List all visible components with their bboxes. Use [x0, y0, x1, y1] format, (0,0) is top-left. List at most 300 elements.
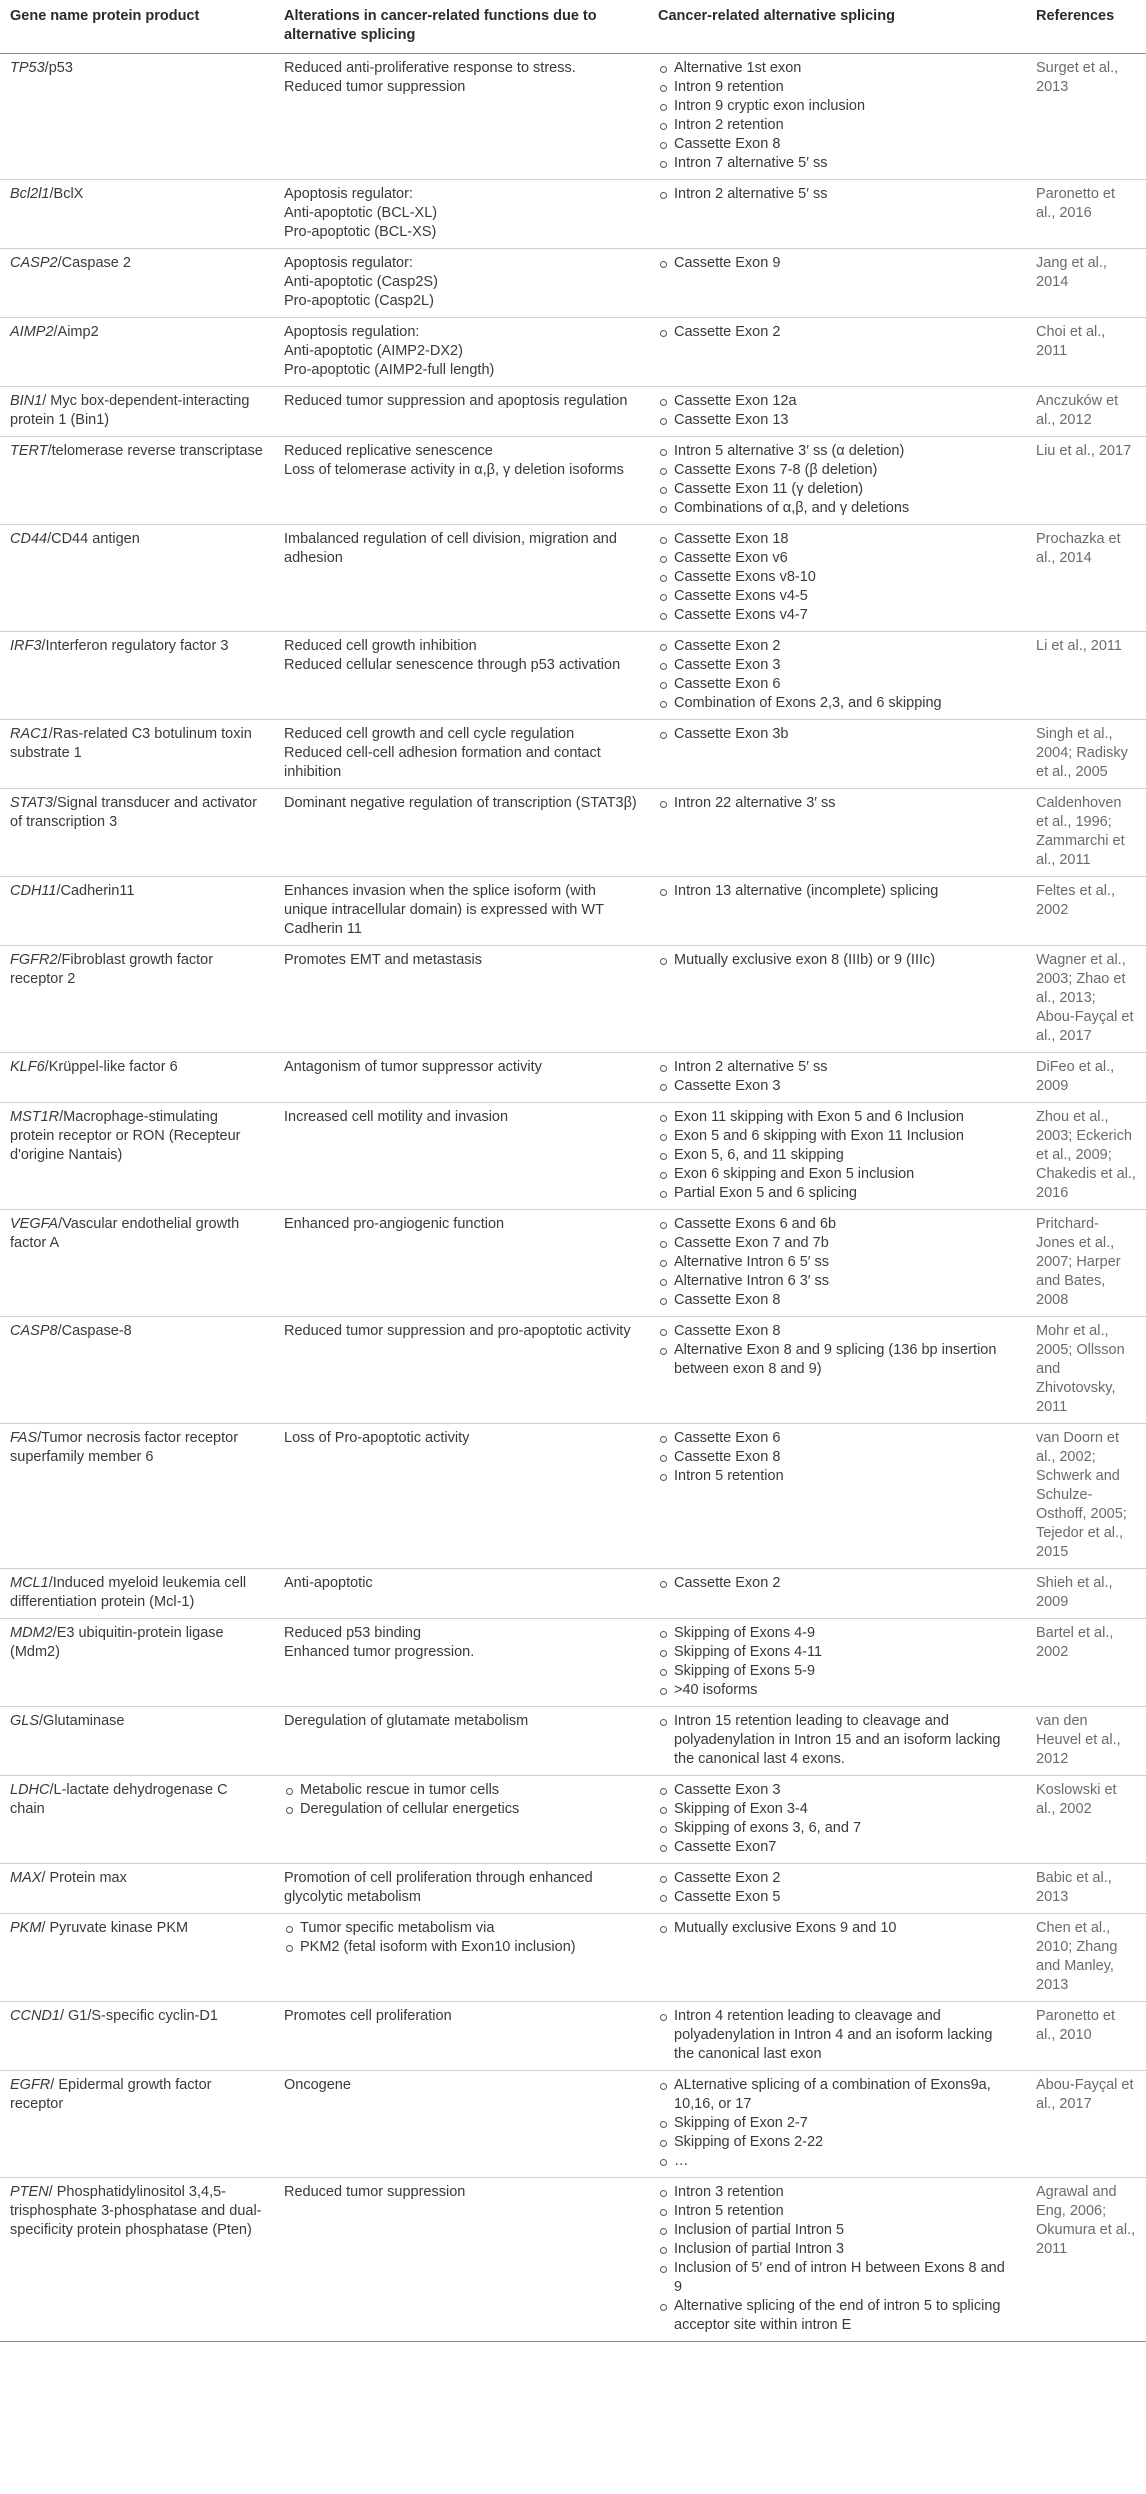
alteration-line: Apoptosis regulation: [284, 324, 420, 340]
splicing-item: Skipping of Exons 5-9 [658, 1662, 1016, 1681]
protein-product: /Signal transducer and activator of transcription 3 [10, 795, 257, 830]
protein-product: /Aimp2 [53, 324, 99, 340]
splicing-item: Intron 15 retention leading to cleavage and polyadenylation in Intron 15 and an isoform lacking the canonical last 4 exons. [658, 1712, 1016, 1769]
splicing-cell [648, 1317, 1026, 1424]
alteration-line: Promotes cell proliferation [284, 2008, 452, 2024]
splicing-list [658, 530, 1016, 625]
alteration-line: Promotion of cell proliferation through enhanced glycolytic metabolism [284, 1870, 593, 1905]
splicing-item: Cassette Exon 6 [658, 675, 1016, 694]
alteration-line: Reduced cell-cell adhesion formation and contact inhibition [284, 745, 601, 780]
splicing-list [658, 2183, 1016, 2335]
splicing-item: Cassette Exon 6 [658, 1429, 1016, 1448]
splicing-item: Exon 11 skipping with Exon 5 and 6 Inclusion [658, 1108, 1016, 1127]
references-cell: Shieh et al., 2009 [1026, 1569, 1146, 1619]
gene-name: CCND1 [10, 2008, 60, 2024]
splicing-list [658, 2007, 1016, 2064]
gene-cell [0, 1210, 274, 1317]
gene-name: MST1R [10, 1109, 60, 1125]
gene-cell [0, 318, 274, 387]
protein-product: /L-lactate dehydrogenase C chain [10, 1782, 228, 1817]
protein-product: / G1/S-specific cyclin-D1 [59, 2008, 218, 2024]
splicing-item: Cassette Exon 11 (γ deletion) [658, 480, 1016, 499]
protein-product: /Interferon regulatory factor 3 [41, 638, 229, 654]
references-cell: DiFeo et al., 2009 [1026, 1053, 1146, 1103]
splicing-item: Intron 4 retention leading to cleavage and polyadenylation in Intron 4 and an isoform lacking the canonical last exon [658, 2007, 1016, 2064]
alteration-line: Anti-apoptotic [284, 1575, 373, 1591]
splicing-item: Partial Exon 5 and 6 splicing [658, 1184, 1016, 1203]
splicing-item: >40 isoforms [658, 1681, 1016, 1700]
protein-product: / Epidermal growth factor receptor [10, 2077, 212, 2112]
alterations-cell [274, 1424, 648, 1569]
table-header [0, 0, 1146, 54]
splicing-item: Inclusion of partial Intron 3 [658, 2240, 1016, 2259]
splicing-item: Cassette Exon 3 [658, 1077, 1016, 1096]
gene-cell [0, 2071, 274, 2178]
splicing-cell [648, 180, 1026, 249]
splicing-item: Cassette Exon 8 [658, 135, 1016, 154]
splicing-item: Skipping of exons 3, 6, and 7 [658, 1819, 1016, 1838]
alteration-line: Reduced cellular senescence through p53 activation [284, 657, 621, 673]
alteration-line: Reduced tumor suppression [284, 79, 466, 95]
alteration-item: Deregulation of cellular energetics [284, 1800, 638, 1819]
splicing-item: Cassette Exons 6 and 6b [658, 1215, 1016, 1234]
protein-product: /Tumor necrosis factor receptor superfamily member 6 [10, 1430, 239, 1465]
alteration-line: Apoptosis regulator: [284, 255, 413, 271]
protein-product: /Caspase 2 [57, 255, 131, 271]
table-row [0, 632, 1146, 720]
alteration-line: Reduced p53 binding [284, 1625, 422, 1641]
references-cell: Abou-Fayçal et al., 2017 [1026, 2071, 1146, 2178]
alterations-cell [274, 1707, 648, 1776]
splicing-list [658, 254, 1016, 273]
splicing-item: Cassette Exons 7-8 (β deletion) [658, 461, 1016, 480]
splicing-list [658, 442, 1016, 518]
alterations-cell [274, 789, 648, 877]
splicing-cell [648, 789, 1026, 877]
splicing-item: Intron 9 retention [658, 78, 1016, 97]
splicing-item: Skipping of Exons 4-9 [658, 1624, 1016, 1643]
alteration-line: Enhanced pro-angiogenic function [284, 1216, 505, 1232]
protein-product: / Protein max [41, 1870, 127, 1886]
protein-product: /Ras-related C3 botulinum toxin substrate 1 [10, 726, 252, 761]
splicing-item: Skipping of Exon 2-7 [658, 2114, 1016, 2133]
table-body [0, 54, 1146, 2342]
protein-product: /telomerase reverse transcriptase [47, 443, 263, 459]
splicing-item: Inclusion of 5′ end of intron H between Exons 8 and 9 [658, 2259, 1016, 2297]
header-gene: Gene name protein product [0, 0, 274, 54]
alteration-line: Deregulation of glutamate metabolism [284, 1713, 529, 1729]
protein-product: / Phosphatidylinositol 3,4,5-trisphosphate 3-phosphatase and dual-specificity protein phosphatase (Pten) [10, 2184, 262, 2238]
splicing-item: Exon 5, 6, and 11 skipping [658, 1146, 1016, 1165]
references-cell: Choi et al., 2011 [1026, 318, 1146, 387]
gene-name: EGFR [10, 2077, 51, 2093]
alteration-line: Reduced cell growth inhibition [284, 638, 477, 654]
alteration-line: Anti-apoptotic (Casp2S) [284, 274, 438, 290]
gene-cell [0, 1317, 274, 1424]
table-row [0, 1707, 1146, 1776]
splicing-item: Cassette Exon 2 [658, 323, 1016, 342]
splicing-item: Cassette Exons v4-5 [658, 587, 1016, 606]
gene-cell [0, 437, 274, 525]
gene-name: VEGFA [10, 1216, 59, 1232]
references-cell: Zhou et al., 2003; Eckerich et al., 2009; Chakedis et al., 2016 [1026, 1103, 1146, 1210]
splicing-list [658, 1781, 1016, 1857]
gene-name: KLF6 [10, 1059, 45, 1075]
splicing-item: Cassette Exon 2 [658, 1869, 1016, 1888]
protein-product: /E3 ubiquitin-protein ligase (Mdm2) [10, 1625, 224, 1660]
protein-product: /Induced myeloid leukemia cell differentiation protein (Mcl-1) [10, 1575, 247, 1610]
splicing-list [658, 1869, 1016, 1907]
gene-cell [0, 946, 274, 1053]
alteration-line: Imbalanced regulation of cell division, migration and adhesion [284, 531, 617, 566]
alterations-cell [274, 249, 648, 318]
splicing-item: Cassette Exon 13 [658, 411, 1016, 430]
table-row [0, 1569, 1146, 1619]
splicing-cell [648, 318, 1026, 387]
alteration-line: Reduced cell growth and cell cycle regulation [284, 726, 575, 742]
splicing-list [658, 185, 1016, 204]
splicing-cell [648, 1914, 1026, 2002]
gene-name: RAC1 [10, 726, 49, 742]
splicing-item: Intron 3 retention [658, 2183, 1016, 2202]
references-cell: van Doorn et al., 2002; Schwerk and Schulze-Osthoff, 2005; Tejedor et al., 2015 [1026, 1424, 1146, 1569]
table-row [0, 387, 1146, 437]
alteration-line: Reduced replicative senescence [284, 443, 493, 459]
splicing-item: Alternative Intron 6 5′ ss [658, 1253, 1016, 1272]
references-cell: Agrawal and Eng, 2006; Okumura et al., 2011 [1026, 2178, 1146, 2342]
splicing-item: Alternative Intron 6 3′ ss [658, 1272, 1016, 1291]
alteration-line: Reduced tumor suppression and apoptosis regulation [284, 393, 628, 409]
table-row [0, 720, 1146, 789]
gene-cell [0, 877, 274, 946]
alteration-line: Oncogene [284, 2077, 351, 2093]
splicing-item: Mutually exclusive exon 8 (IIIb) or 9 (IIIc) [658, 951, 1016, 970]
splicing-item: Skipping of Exons 4-11 [658, 1643, 1016, 1662]
references-cell: van den Heuvel et al., 2012 [1026, 1707, 1146, 1776]
gene-cell [0, 2178, 274, 2342]
alteration-line: Enhanced tumor progression. [284, 1644, 475, 1660]
table-row [0, 1210, 1146, 1317]
references-cell: Chen et al., 2010; Zhang and Manley, 2013 [1026, 1914, 1146, 2002]
gene-cell [0, 1053, 274, 1103]
splicing-item: Cassette Exon 2 [658, 1574, 1016, 1593]
alteration-line: Increased cell motility and invasion [284, 1109, 509, 1125]
alterations-cell [274, 1053, 648, 1103]
alteration-line: Pro-apoptotic (Casp2L) [284, 293, 434, 309]
alterations-cell [274, 877, 648, 946]
gene-name: FGFR2 [10, 952, 58, 968]
references-cell: Liu et al., 2017 [1026, 437, 1146, 525]
splicing-item: Cassette Exon 3 [658, 656, 1016, 675]
splicing-list [658, 794, 1016, 813]
splicing-item: Cassette Exon 2 [658, 637, 1016, 656]
header-references: References [1026, 0, 1146, 54]
splicing-item: Intron 9 cryptic exon inclusion [658, 97, 1016, 116]
alteration-line: Antagonism of tumor suppressor activity [284, 1059, 542, 1075]
splicing-item: Cassette Exon 5 [658, 1888, 1016, 1907]
references-cell: Singh et al., 2004; Radisky et al., 2005 [1026, 720, 1146, 789]
gene-name: AIMP2 [10, 324, 54, 340]
splicing-item: Exon 6 skipping and Exon 5 inclusion [658, 1165, 1016, 1184]
gene-name: TERT [10, 443, 48, 459]
splicing-list [658, 882, 1016, 901]
gene-cell [0, 1619, 274, 1707]
references-cell: Li et al., 2011 [1026, 632, 1146, 720]
splicing-cell [648, 632, 1026, 720]
gene-cell [0, 789, 274, 877]
references-cell: Caldenhoven et al., 1996; Zammarchi et al., 2011 [1026, 789, 1146, 877]
alterations-cell [274, 318, 648, 387]
splicing-list [658, 1215, 1016, 1310]
table-row [0, 1619, 1146, 1707]
splicing-item: Exon 5 and 6 skipping with Exon 11 Inclusion [658, 1127, 1016, 1146]
header-row [0, 0, 1146, 54]
splicing-cell [648, 525, 1026, 632]
splicing-item: Cassette Exon 3b [658, 725, 1016, 744]
gene-name: CD44 [10, 531, 48, 547]
protein-product: /Cadherin11 [56, 883, 135, 899]
protein-product: /BclX [49, 186, 84, 202]
table-row [0, 54, 1146, 180]
splicing-item: Inclusion of partial Intron 5 [658, 2221, 1016, 2240]
table-row [0, 525, 1146, 632]
references-cell: Babic et al., 2013 [1026, 1864, 1146, 1914]
header-alterations: Alterations in cancer-related functions due to alternative splicing [274, 0, 648, 54]
splicing-item: Alternative Exon 8 and 9 splicing (136 bp insertion between exon 8 and 9) [658, 1341, 1016, 1379]
splicing-list [658, 323, 1016, 342]
alterations-cell [274, 946, 648, 1053]
splicing-cell [648, 1103, 1026, 1210]
splicing-list [658, 725, 1016, 744]
table-row [0, 2002, 1146, 2071]
alteration-line: Apoptosis regulator: [284, 186, 413, 202]
alterations-cell [274, 1317, 648, 1424]
alterations-cell [274, 2071, 648, 2178]
alteration-line: Pro-apoptotic (BCL-XS) [284, 224, 437, 240]
gene-cell [0, 387, 274, 437]
splicing-item: Intron 13 alternative (incomplete) splicing [658, 882, 1016, 901]
splicing-item: Skipping of Exons 2-22 [658, 2133, 1016, 2152]
alterations-cell [274, 1210, 648, 1317]
references-cell: Feltes et al., 2002 [1026, 877, 1146, 946]
table-row [0, 789, 1146, 877]
splicing-item: Cassette Exons v4-7 [658, 606, 1016, 625]
alteration-line: Reduced tumor suppression [284, 2184, 466, 2200]
splicing-item: Cassette Exon 7 and 7b [658, 1234, 1016, 1253]
splicing-cell [648, 1053, 1026, 1103]
alterations-cell [274, 180, 648, 249]
alterations-cell [274, 54, 648, 180]
splicing-item: Cassette Exon 8 [658, 1322, 1016, 1341]
splicing-list [658, 1574, 1016, 1593]
gene-cell [0, 632, 274, 720]
splicing-list [658, 637, 1016, 713]
protein-product: /CD44 antigen [47, 531, 140, 547]
gene-cell [0, 720, 274, 789]
splicing-item: Cassette Exon 8 [658, 1448, 1016, 1467]
gene-name: FAS [10, 1430, 38, 1446]
gene-cell [0, 525, 274, 632]
protein-product: /Krüppel-like factor 6 [44, 1059, 178, 1075]
splicing-item: Intron 5 retention [658, 2202, 1016, 2221]
table-row [0, 1424, 1146, 1569]
alteration-line: Loss of telomerase activity in α,β, γ deletion isoforms [284, 462, 624, 478]
alteration-line: Anti-apoptotic (AIMP2-DX2) [284, 343, 463, 359]
splicing-item: Intron 5 retention [658, 1467, 1016, 1486]
gene-name: GLS [10, 1713, 40, 1729]
splicing-cell [648, 1424, 1026, 1569]
splicing-item: Cassette Exons v8-10 [658, 568, 1016, 587]
gene-name: Bcl2l1 [10, 186, 50, 202]
gene-cell [0, 1776, 274, 1864]
alterations-cell [274, 1864, 648, 1914]
splicing-item: Intron 5 alternative 3′ ss (α deletion) [658, 442, 1016, 461]
alteration-line: Pro-apoptotic (AIMP2-full length) [284, 362, 495, 378]
splicing-cell [648, 946, 1026, 1053]
gene-cell [0, 1424, 274, 1569]
gene-name: PKM [10, 1920, 42, 1936]
gene-cell [0, 2002, 274, 2071]
table-row [0, 437, 1146, 525]
alterations-cell [274, 1569, 648, 1619]
splicing-item: Skipping of Exon 3-4 [658, 1800, 1016, 1819]
splicing-cell [648, 54, 1026, 180]
table-row [0, 1317, 1146, 1424]
protein-product: /Fibroblast growth factor receptor 2 [10, 952, 214, 987]
alteration-line: Dominant negative regulation of transcription (STAT3β) [284, 795, 637, 811]
alteration-line: Loss of Pro-apoptotic activity [284, 1430, 470, 1446]
header-splicing: Cancer-related alternative splicing [648, 0, 1026, 54]
gene-name: BIN1 [10, 393, 43, 409]
splicing-list [658, 1322, 1016, 1379]
splicing-item: Cassette Exon 3 [658, 1781, 1016, 1800]
splicing-item: Intron 2 alternative 5′ ss [658, 185, 1016, 204]
gene-name: MDM2 [10, 1625, 53, 1641]
table-row [0, 946, 1146, 1053]
table-row [0, 318, 1146, 387]
gene-name: CASP2 [10, 255, 58, 271]
alterations-cell [274, 632, 648, 720]
references-cell: Prochazka et al., 2014 [1026, 525, 1146, 632]
splicing-item: Alternative splicing of the end of intron 5 to splicing acceptor site within intron E [658, 2297, 1016, 2335]
splicing-cell [648, 1707, 1026, 1776]
gene-name: MAX [10, 1870, 42, 1886]
gene-cell [0, 1914, 274, 2002]
alterations-list [284, 1919, 638, 1957]
alterations-cell [274, 1619, 648, 1707]
protein-product: /Caspase-8 [57, 1323, 132, 1339]
protein-product: /Vascular endothelial growth factor A [10, 1216, 240, 1251]
gene-cell [0, 1707, 274, 1776]
protein-product: /p53 [44, 60, 73, 76]
splicing-cell [648, 1210, 1026, 1317]
alterations-cell [274, 525, 648, 632]
splicing-cell [648, 2002, 1026, 2071]
splicing-item: Intron 2 retention [658, 116, 1016, 135]
gene-cell [0, 1569, 274, 1619]
gene-cell [0, 180, 274, 249]
table-row [0, 1103, 1146, 1210]
splicing-item: Alternative 1st exon [658, 59, 1016, 78]
gene-cell [0, 1103, 274, 1210]
splicing-list [658, 59, 1016, 173]
alterations-cell [274, 387, 648, 437]
splicing-item: Intron 22 alternative 3′ ss [658, 794, 1016, 813]
references-cell: Jang et al., 2014 [1026, 249, 1146, 318]
table-row [0, 249, 1146, 318]
splicing-list [658, 392, 1016, 430]
splicing-item: ALternative splicing of a combination of Exons9a, 10,16, or 17 [658, 2076, 1016, 2114]
alteration-line: Reduced tumor suppression and pro-apoptotic activity [284, 1323, 631, 1339]
table-row [0, 2178, 1146, 2342]
splicing-item: Intron 7 alternative 5′ ss [658, 154, 1016, 173]
splicing-item: Combinations of α,β, and γ deletions [658, 499, 1016, 518]
references-cell: Anczuków et al., 2012 [1026, 387, 1146, 437]
table-row [0, 1053, 1146, 1103]
alteration-line: Enhances invasion when the splice isoform (with unique intracellular domain) is expressed with WT Cadherin 11 [284, 883, 604, 937]
gene-cell [0, 1864, 274, 1914]
splicing-list [658, 1108, 1016, 1203]
splicing-item: … [658, 2152, 1016, 2171]
splicing-item: Cassette Exon7 [658, 1838, 1016, 1857]
gene-name: LDHC [10, 1782, 50, 1798]
splicing-cell [648, 720, 1026, 789]
gene-name: MCL1 [10, 1575, 49, 1591]
splicing-item: Mutually exclusive Exons 9 and 10 [658, 1919, 1016, 1938]
splicing-cell [648, 1569, 1026, 1619]
references-cell: Paronetto et al., 2016 [1026, 180, 1146, 249]
alterations-cell [274, 2002, 648, 2071]
table-row [0, 1776, 1146, 1864]
splicing-list [658, 1624, 1016, 1700]
alteration-line: Promotes EMT and metastasis [284, 952, 482, 968]
alterations-cell [274, 720, 648, 789]
table-row [0, 2071, 1146, 2178]
alteration-line: Anti-apoptotic (BCL-XL) [284, 205, 438, 221]
splicing-item: Intron 2 alternative 5′ ss [658, 1058, 1016, 1077]
references-cell: Mohr et al., 2005; Ollsson and Zhivotovsky, 2011 [1026, 1317, 1146, 1424]
splicing-list [658, 951, 1016, 970]
gene-name: TP53 [10, 60, 45, 76]
alterations-list [284, 1781, 638, 1819]
protein-product: / Myc box-dependent-interacting protein 1 (Bin1) [10, 393, 250, 428]
splicing-list [658, 1919, 1016, 1938]
references-cell: Wagner et al., 2003; Zhao et al., 2013; Abou-Fayçal et al., 2017 [1026, 946, 1146, 1053]
protein-product: /Macrophage-stimulating protein receptor or RON (Recepteur d'origine Nantais) [10, 1109, 241, 1163]
references-cell: Surget et al., 2013 [1026, 54, 1146, 180]
alteration-line: Reduced anti-proliferative response to stress. [284, 60, 576, 76]
alteration-item: Metabolic rescue in tumor cells [284, 1781, 638, 1800]
splicing-cell [648, 2178, 1026, 2342]
alteration-item: PKM2 (fetal isoform with Exon10 inclusion) [284, 1938, 638, 1957]
protein-product: /Glutaminase [39, 1713, 125, 1729]
table-row [0, 180, 1146, 249]
splicing-list [658, 1058, 1016, 1096]
gene-name: STAT3 [10, 795, 53, 811]
splicing-cell [648, 387, 1026, 437]
alterations-cell [274, 437, 648, 525]
splicing-list [658, 2076, 1016, 2171]
gene-cell [0, 54, 274, 180]
splicing-item: Combination of Exons 2,3, and 6 skipping [658, 694, 1016, 713]
splicing-cell [648, 437, 1026, 525]
splicing-list [658, 1429, 1016, 1486]
gene-name: CDH11 [10, 883, 57, 899]
gene-name: CASP8 [10, 1323, 58, 1339]
splicing-list [658, 1712, 1016, 1769]
alterations-cell [274, 2178, 648, 2342]
references-cell: Pritchard-Jones et al., 2007; Harper and Bates, 2008 [1026, 1210, 1146, 1317]
